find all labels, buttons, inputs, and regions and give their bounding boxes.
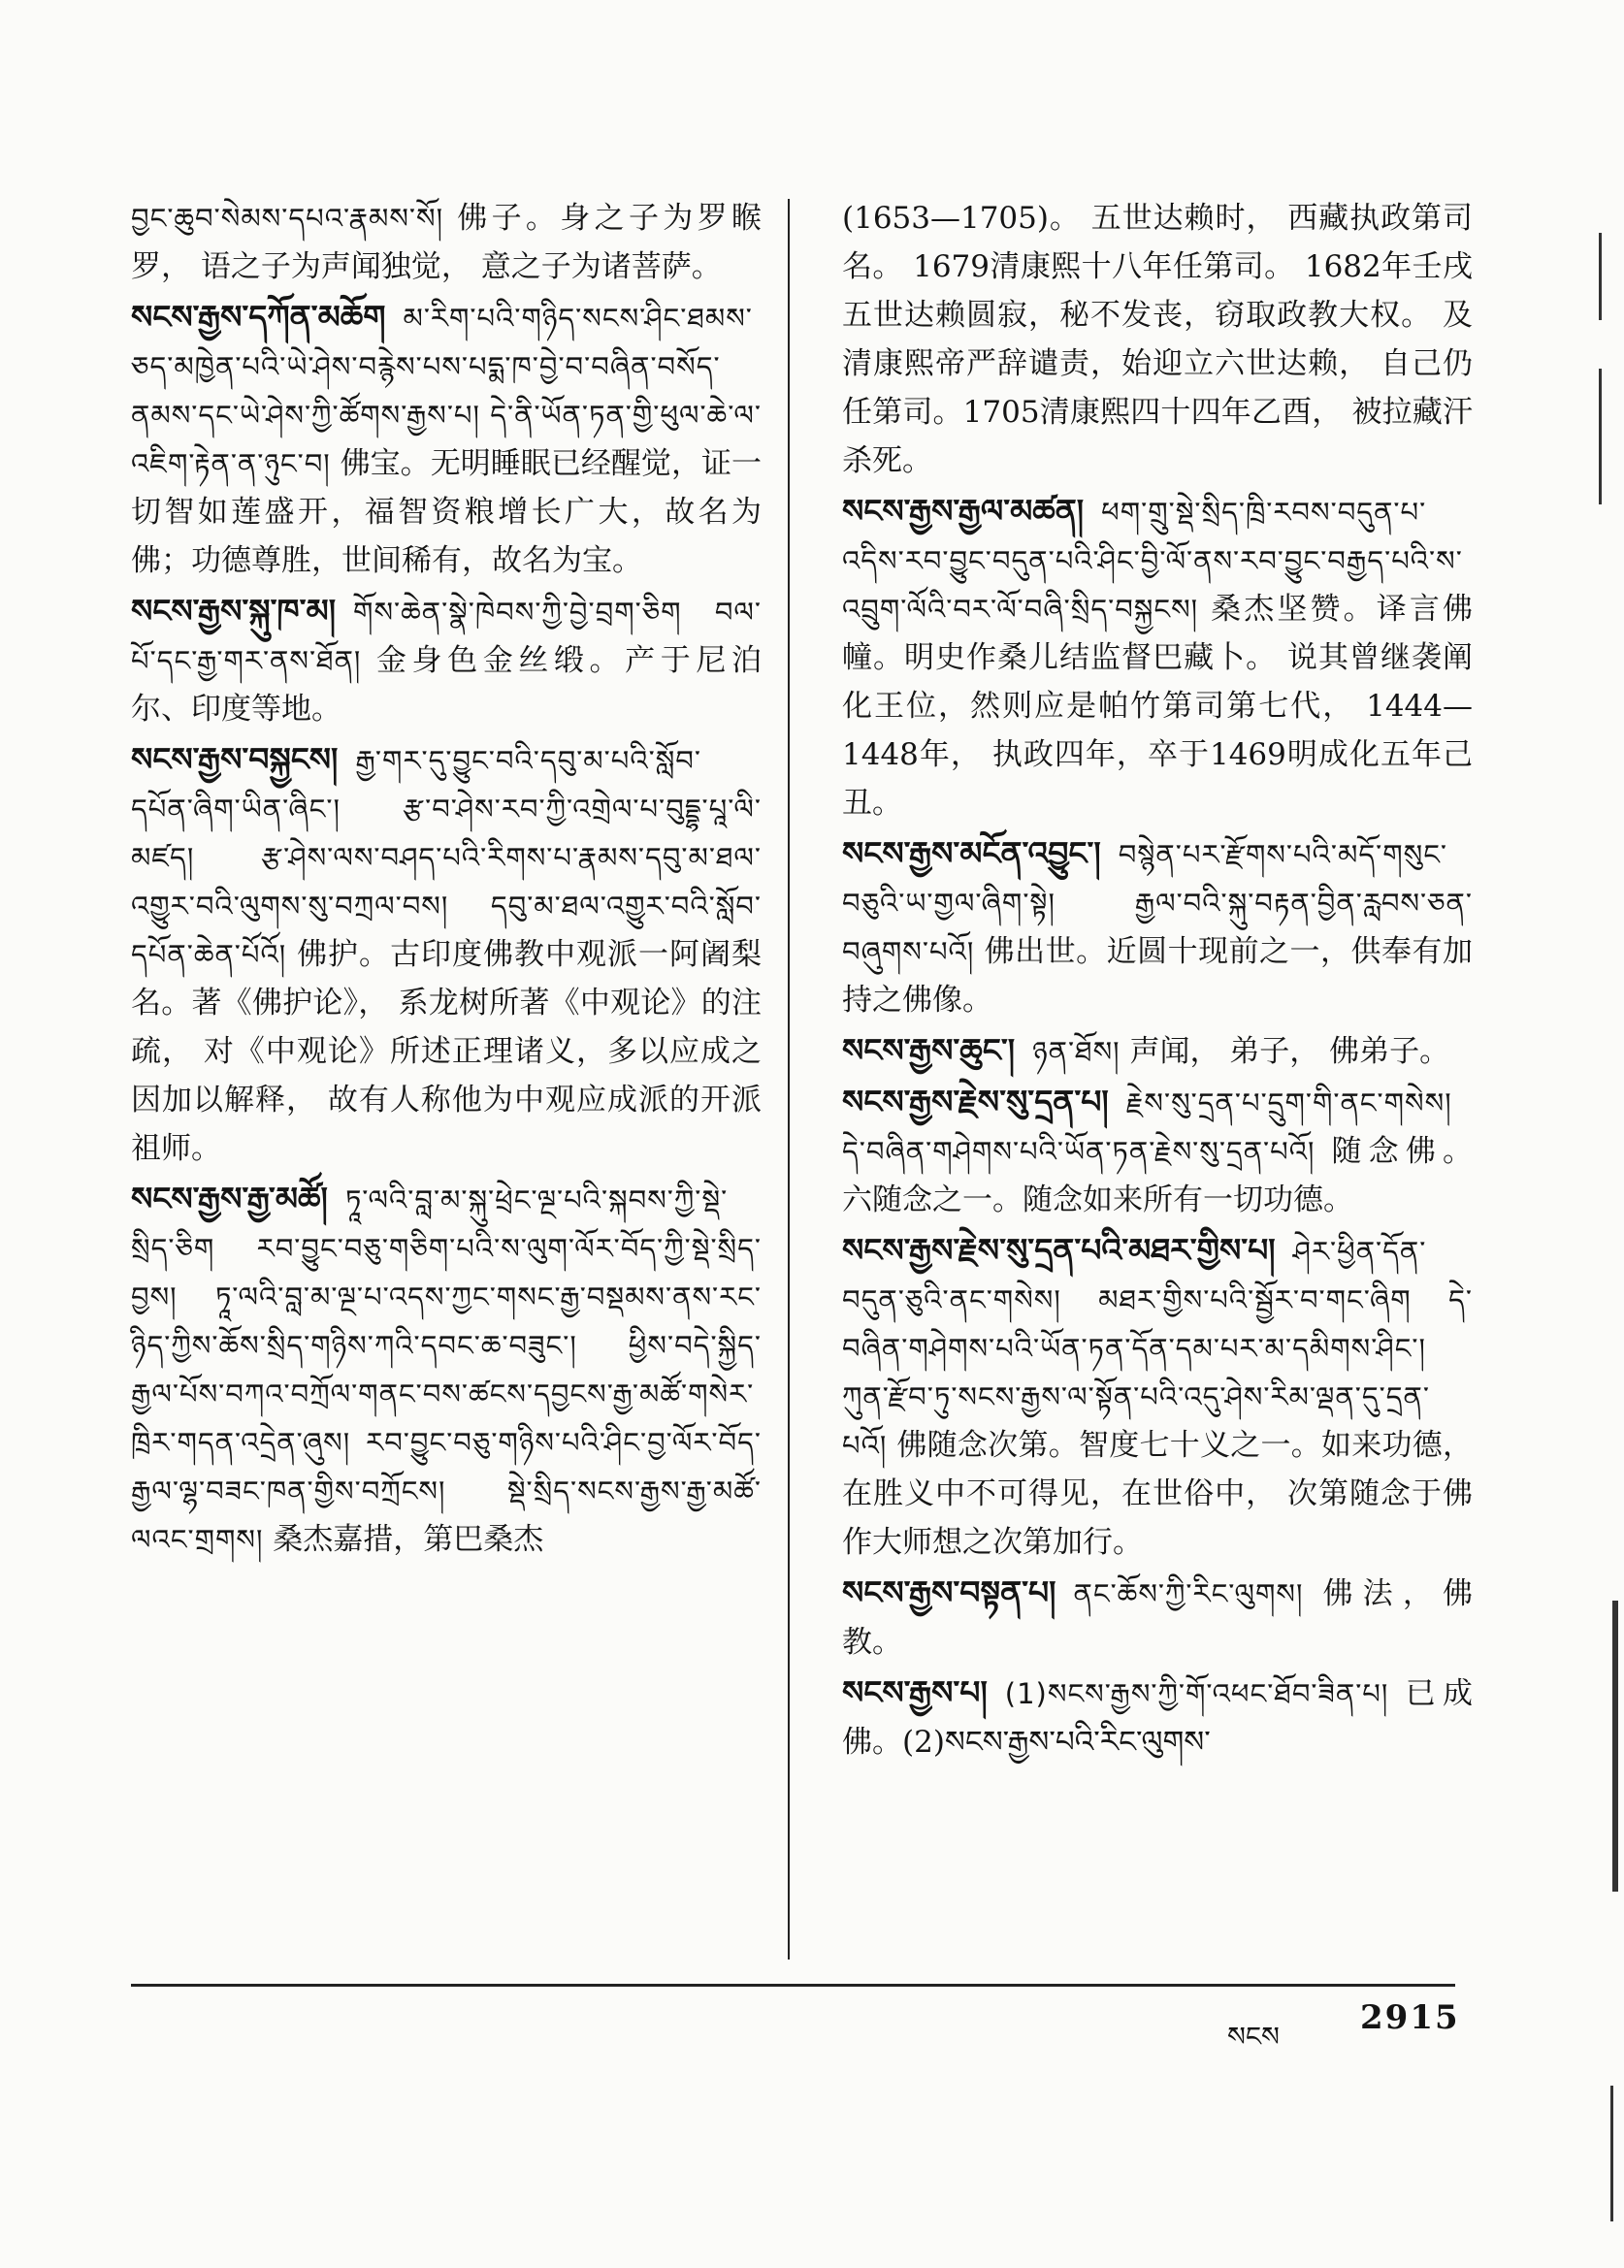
footer-rule xyxy=(131,1984,1455,1987)
entry-chinese-definition: 金身色金丝缎。产于尼泊尔、印度等地。 xyxy=(131,643,763,727)
entry-headword: སངས་རྒྱས་ཆུང་། xyxy=(842,1031,1016,1069)
dictionary-entry xyxy=(131,735,762,1173)
entry-tibetan-definition: ཤེར་ཕྱིན་དོན་བདུན་ཅུའི་ནང་གསེས། མཐར་གྱིས་པའི་སྦྱོར་བ་གང་ཞིག དེ་བཞིན་གཤེགས་པའི་ཡོན་ཏན་དོན་དམ་པར་མ་དམིགས་ཤིང་། ཀུན་རྫོབ་ཏུ་སངས་རྒྱས་ལ་སྟོན་པའི་འདུ་ཤེས་རིམ་ལྡན་དུ་དྲན་པའོ། xyxy=(842,1235,1473,1462)
scan-edge-mark xyxy=(1599,369,1602,504)
entry-headword: སངས་རྒྱས་རྒྱལ་མཚན། xyxy=(842,492,1085,530)
dictionary-entry xyxy=(842,487,1473,827)
entry-chinese-definition: 佛法，佛教。 xyxy=(842,1576,1473,1660)
entry-tibetan-definition: ཕག་གྲུ་སྡེ་སྲིད་ཁྲི་རབས་བདུན་པ་འདིས་རབ་བྱུང་བདུན་པའི་ཤིང་བྱི་ལོ་ནས་རབ་བྱུང་བརྒྱད་པའི་ས་འབྲུག་ལོའི་བར་ལོ་བཞི་སྲིད་བསྐྱངས། xyxy=(842,496,1463,626)
dictionary-entry xyxy=(842,1226,1473,1567)
entry-tibetan-definition: (1)སངས་རྒྱས་ཀྱི་གོ་འཕང་ཐོབ་ཟིན་པ། xyxy=(1004,1677,1389,1710)
dictionary-entry xyxy=(842,829,1473,1024)
entry-headword: སངས་རྒྱས་བསྟན་པ། xyxy=(842,1573,1056,1611)
entry-headword: སངས་རྒྱས་སྐུ་ཁ་མ། xyxy=(131,592,337,630)
entry-chinese-definition: 桑杰嘉措，第巴桑杰 xyxy=(273,1522,544,1557)
entry-tibetan-definition: མ་རིག་པའི་གཉིད་སངས་ཤིང་ཐམས་ཅད་མཁྱེན་པའི་ཡེ་ཤེས་བརྙེས་པས་པདྨ་ཁ་བྱེ་བ་བཞིན་བསོད་ནམས་དང་ཡེ་ཤེས་ཀྱི་ཚོགས་རྒྱས་པ། དེ་ནི་ཡོན་ཏན་གྱི་ཕུལ་ཆེ་ལ་འཇིག་རྟེན་ན་ཉུང་བ། xyxy=(131,302,762,480)
entry-chinese-definition: (1653—1705)。 五世达赖时， 西藏执政第司名。 1679清康熙十八年任第司。 1682年壬戌五世达赖圆寂，秘不发丧，窃取政教大权。 及清康熙帝严辞谴责，始迎立六世达赖， 自己仍任第司。1705清康熙四十四年乙酉， 被拉藏汗杀死。 xyxy=(842,201,1473,478)
entry-chinese-definition: 佛宝。无明睡眠已经醒觉，证一切智如莲盛开，福智资粮增长广大，故名为佛；功德尊胜，世间稀有，故名为宝。 xyxy=(131,446,763,578)
entry-headword: སངས་རྒྱས་པ། xyxy=(842,1673,988,1711)
entry-chinese-definition: 佛出世。近圆十现前之一，供奉有加持之佛像。 xyxy=(842,934,1474,1018)
right-column xyxy=(842,194,1473,1768)
entry-headword: སངས་རྒྱས་དཀོན་མཆོག xyxy=(131,298,386,336)
entry-chinese-definition: 佛护。古印度佛教中观派一阿阇梨名。著《佛护论》， 系龙树所著《中观论》的注疏， 对《中观论》所述正理诸义，多以应成之因加以解释， 故有人称他为中观应成派的开派祖师。 xyxy=(131,937,763,1166)
scan-edge-mark xyxy=(1610,2086,1613,2221)
dictionary-entry xyxy=(842,1078,1473,1224)
entry-tibetan-definition: རྗེས་སུ་དྲན་པ་དྲུག་གི་ནང་གསེས། དེ་བཞིན་གཤེགས་པའི་ཡོན་ཏན་རྗེས་སུ་དྲན་པའོ། xyxy=(842,1086,1452,1168)
entry-tibetan-definition: བྱང་ཆུབ་སེམས་དཔའ་རྣམས་སོ། xyxy=(131,202,444,235)
dictionary-entry xyxy=(131,194,762,291)
entry-chinese-definition: 随念佛。六随念之一。随念如来所有一切功德。 xyxy=(842,1134,1473,1217)
scan-edge-mark xyxy=(1599,233,1602,320)
dictionary-entry xyxy=(842,194,1473,485)
entry-chinese-definition: 桑杰坚赞。译言佛幢。明史作桑儿结监督巴藏卜。 说其曾继袭阐化王位，然则应是帕竹第司第七代， 1444—1448年， 执政四年，卒于1469明成化五年己丑。 xyxy=(842,592,1473,821)
entry-headword: སངས་རྒྱས་བསྐྱངས། xyxy=(131,740,339,778)
entry-tibetan-definition: བསྙེན་པར་རྫོགས་པའི་མདོ་གསུང་བཅུའི་ཡ་གྱལ་ཞིག་སྟེ། རྒྱལ་བའི་སྐུ་བརྟན་བྱིན་རླབས་ཅན་བཞུགས་པའོ། xyxy=(842,838,1473,968)
dictionary-entry xyxy=(842,1569,1473,1667)
dictionary-entry xyxy=(131,293,762,585)
entry-tibetan-definition: རྒྱ་གར་དུ་བྱུང་བའི་དབུ་མ་པའི་སློབ་དཔོན་ཞིག་ཡིན་ཞིང་། རྩ་བ་ཤེས་རབ་ཀྱི་འགྲེལ་པ་བུདྡྷ་པཱ་ལི་མཛད། རྩ་ཤེས་ལས་བཤད་པའི་རིགས་པ་རྣམས་དབུ་མ་ཐལ་འགྱུར་བའི་ལུགས་སུ་བཀྲལ་བས། དབུ་མ་ཐལ་འགྱུར་བའི་སློབ་དཔོན་ཆེན་པོའོ། xyxy=(131,744,762,971)
entry-tibetan-definition: གོས་ཆེན་སྣེ་ཁེབས་ཀྱི་བྱེ་བྲག་ཅིག བལ་པོ་དང་རྒྱ་གར་ནས་ཐོན། xyxy=(131,596,762,677)
left-column xyxy=(131,194,762,1566)
running-head: སངས xyxy=(1227,2021,1280,2053)
entry-tibetan-definition: ཉན་ཐོས། xyxy=(1032,1035,1121,1068)
dictionary-entry xyxy=(131,587,762,733)
entry-headword: སངས་རྒྱས་རྗེས་སུ་དྲན་པ། xyxy=(842,1083,1109,1120)
dictionary-entry xyxy=(131,1175,762,1564)
entry-chinese-definition: 声闻， 弟子， 佛弟子。 xyxy=(1129,1034,1450,1069)
entry-tibetan-definition: ཏཱ་ལའི་བླ་མ་སྐུ་ཕྲེང་ལྔ་པའི་སྐབས་ཀྱི་སྡེ་སྲིད་ཅིག རབ་བྱུང་བཅུ་གཅིག་པའི་ས་ལུག་ལོར་བོད་ཀྱི་སྡེ་སྲིད་བྱས། ཏཱ་ལའི་བླ་མ་ལྔ་པ་འདས་ཀྱང་གསང་རྒྱ་བསྡམས་ནས་རང་ཉིད་ཀྱིས་ཆོས་སྲིད་གཉིས་ཀའི་དབང་ཆ་བཟུང་། ཕྱིས་བདེ་སྐྱིད་རྒྱལ་པོས་བཀའ་བཀྲོལ་གནང་བས་ཚངས་དབྱངས་རྒྱ་མཚོ་གསེར་ཁྲིར་གདན་འདྲེན་ཞུས། རབ་བྱུང་བཅུ་གཉིས་པའི་ཤིང་བྱ་ལོར་བོད་རྒྱལ་ལྷ་བཟང་ཁན་གྱིས་བཀྲོངས། སྡེ་སྲིད་སངས་རྒྱས་རྒྱ་མཚོ་ལའང་གྲགས། xyxy=(131,1183,762,1556)
entry-headword: སངས་རྒྱས་རྗེས་སུ་དྲན་པའི་མཐར་གྱིས་པ། xyxy=(842,1231,1276,1269)
page-number: 2915 xyxy=(1360,1998,1460,2037)
column-divider xyxy=(788,199,790,1960)
scan-edge-mark xyxy=(1612,1601,1618,1892)
dictionary-entry xyxy=(842,1669,1473,1766)
entry-chinese-definition: 佛随念次第。智度七十义之一。如来功德，在胜义中不可得见，在世俗中， 次第随念于佛作大师想之次第加行。 xyxy=(842,1428,1473,1560)
entry-tibetan-definition: ནང་ཆོས་ཀྱི་རིང་ལུགས། xyxy=(1073,1577,1304,1610)
dictionary-entry xyxy=(842,1026,1473,1076)
entry-chinese-definition: 佛子。身之子为罗睺罗， 语之子为声闻独觉， 意之子为诸菩萨。 xyxy=(131,201,762,284)
entry-headword: སངས་རྒྱས་རྒྱ་མཚོ། xyxy=(131,1180,328,1217)
entry-chinese-definition: 已成佛。(2)སངས་རྒྱས་པའི་རིང་ལུགས་ xyxy=(842,1676,1474,1760)
entry-headword: སངས་རྒྱས་མངོན་འབྱུང་། xyxy=(842,834,1101,872)
